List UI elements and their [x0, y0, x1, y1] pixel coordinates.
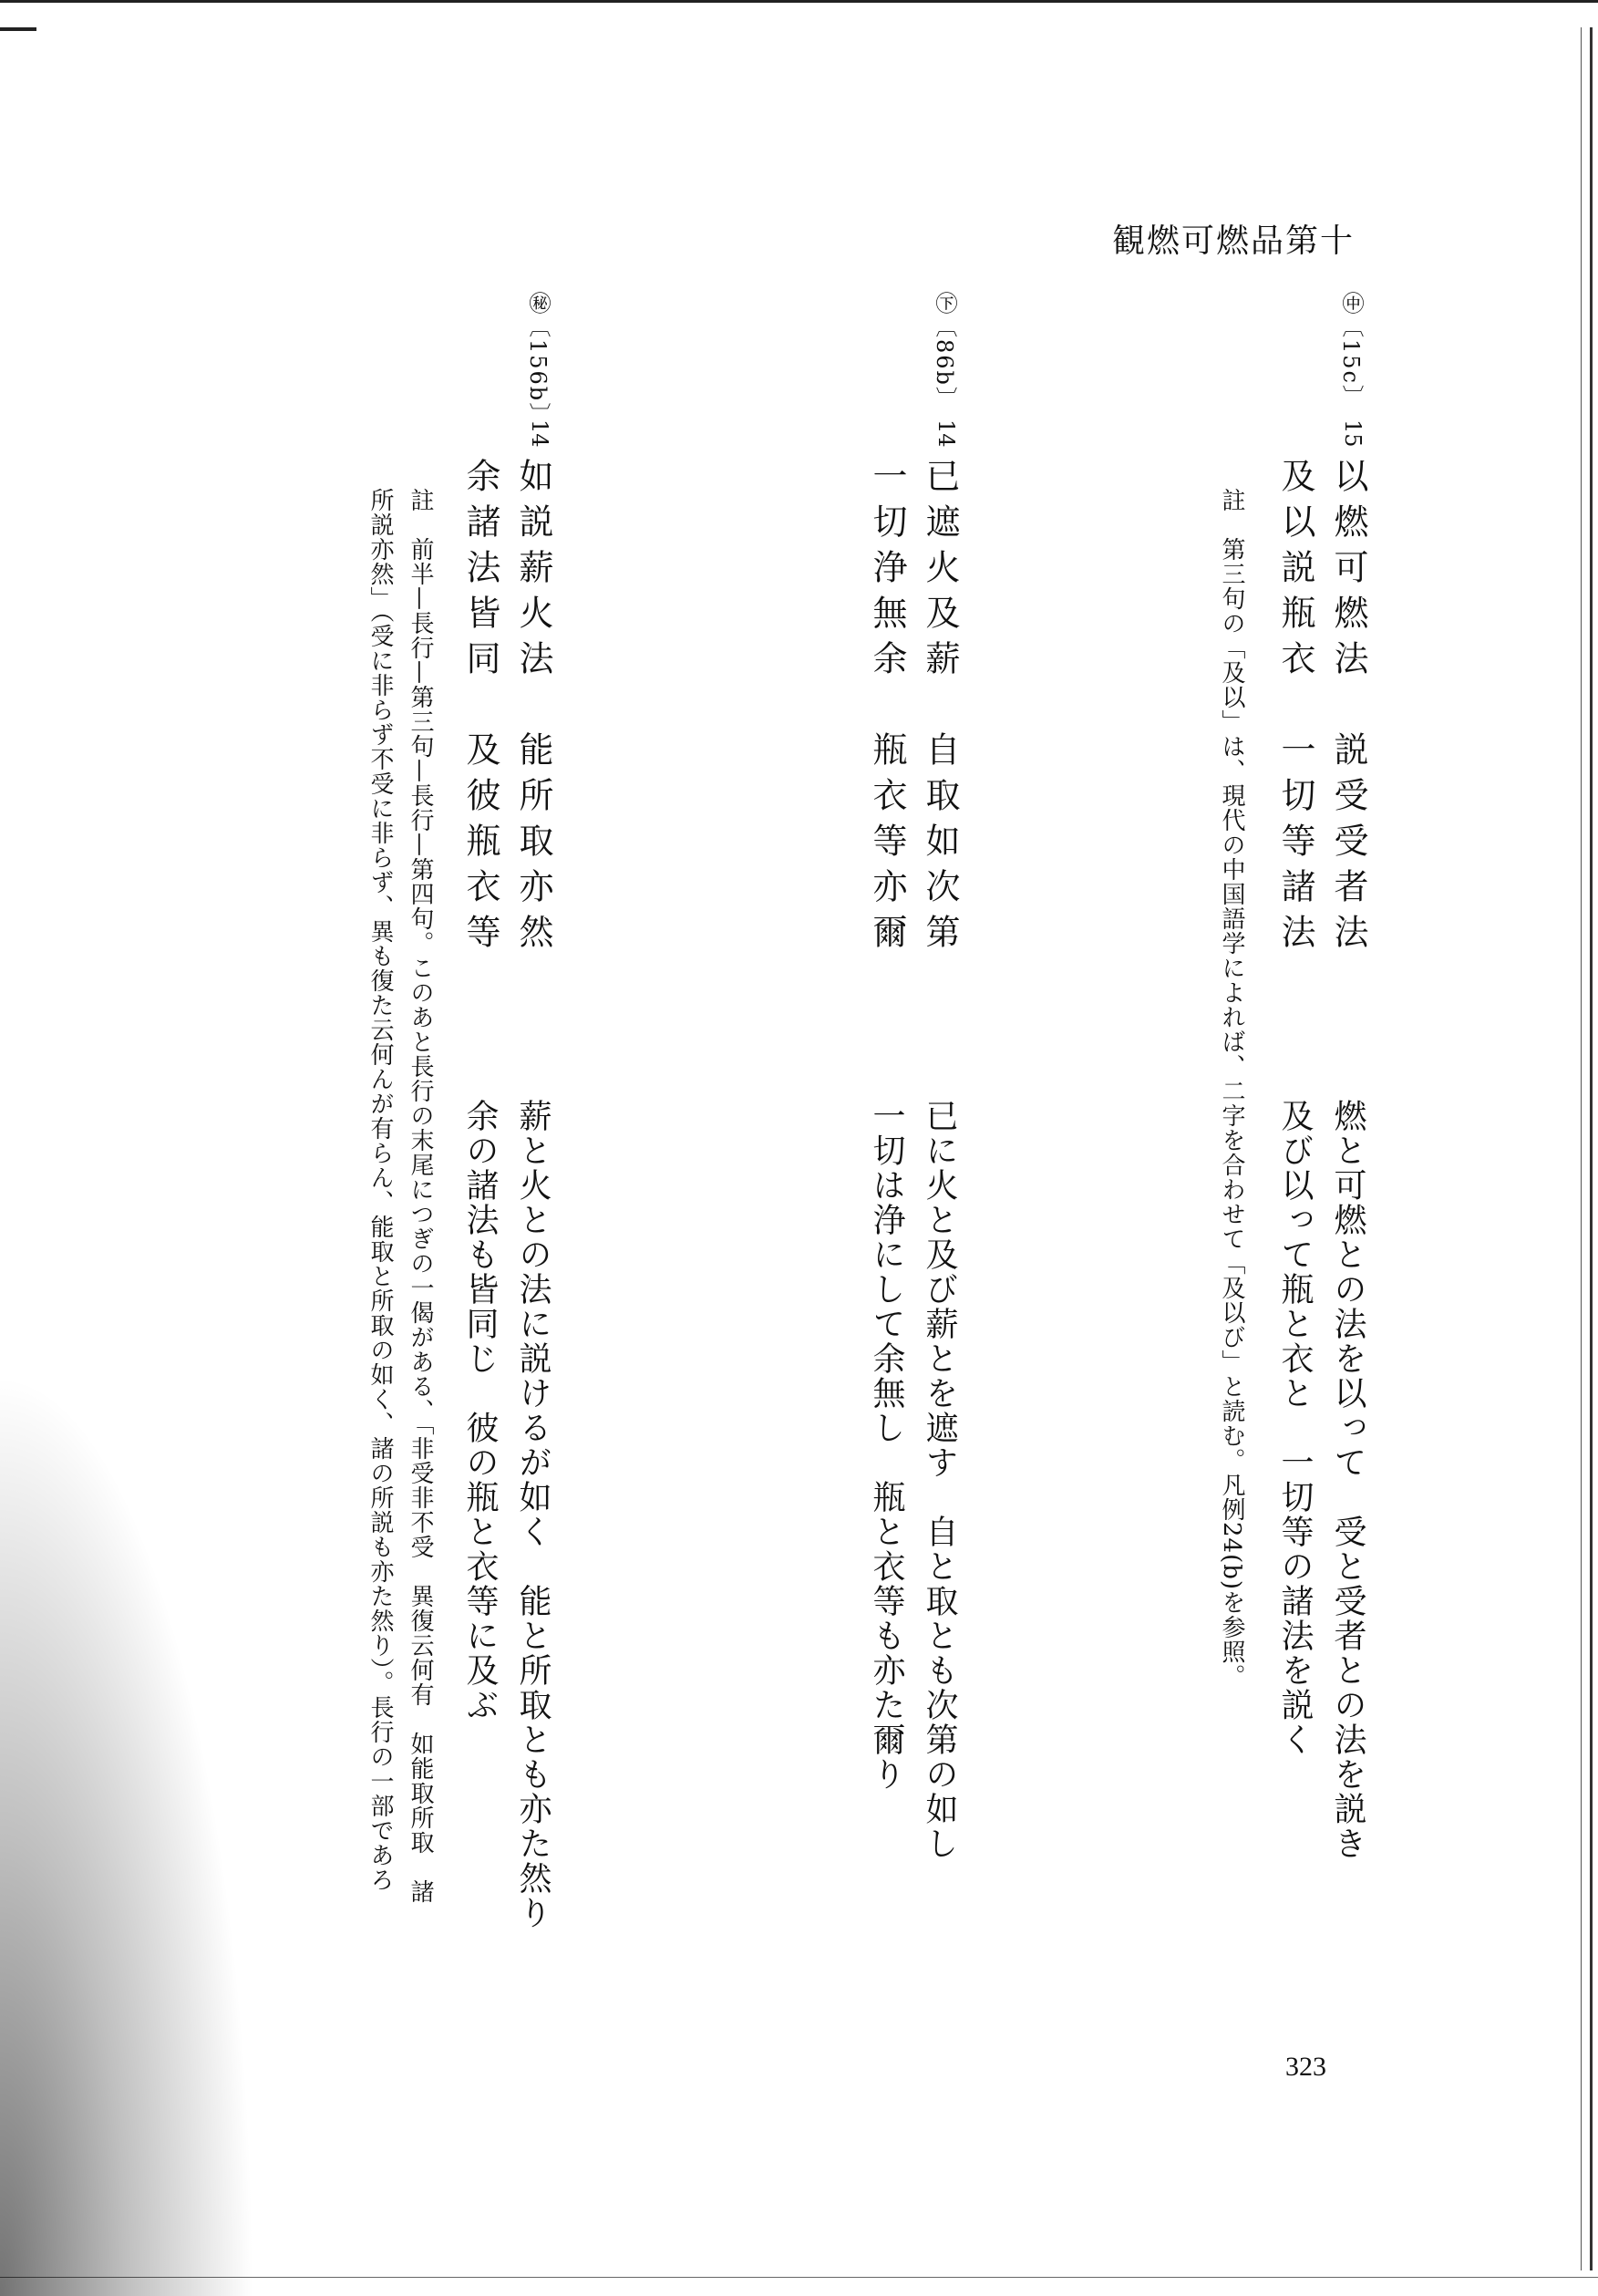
section-1-reference: ㊥〔15c〕	[1338, 292, 1364, 409]
section-1-verse-line-2: 及以説瓶衣 一切等諸法	[1275, 458, 1315, 959]
section-1-reading-line-1: 燃と可燃との法を以って 受と受者との法を説き	[1329, 1099, 1366, 1861]
page-number: 323	[1285, 2052, 1326, 2082]
section-3-note-line-1: 註 前半—長行—第三句—長行—第四句。このあと長行の末尾につぎの一偈がある、「非受非不受 異復云何有 如能取所取 諸	[407, 488, 434, 1904]
section-2-reference: ㊦〔86b〕	[932, 292, 957, 410]
section-2-verse-number: 14	[933, 419, 959, 448]
section-1-note: 註 第三句の「及以」は、現代の中国語学によれば、二字を合わせて「及以び」と読む。凡例24(b)を参照。	[1218, 488, 1245, 1690]
section-2-reading-line-2: 一切は浄にして余無し 瓶と衣等も亦た爾り	[868, 1099, 905, 1792]
section-2-verse-line-2: 一切浄無余 瓶衣等亦爾	[867, 458, 907, 959]
section-3-reading-line-2: 余の諸法も皆同じ 彼の瓶と衣等に及ぶ	[461, 1099, 499, 1722]
section-3-verse-line-1: 如説薪火法 能所取亦然	[513, 458, 553, 959]
scan-shadow	[0, 1368, 255, 2296]
scan-right-edge-inner	[1581, 27, 1582, 2270]
section-3-reading-line-1: 薪と火との法に説けるが如く 能と所取とも亦た然り	[514, 1099, 552, 1930]
section-1-verse-line-1: 以燃可燃法 説受受者法	[1328, 458, 1368, 959]
running-head: 観燃可燃品第十	[1112, 222, 1356, 260]
scan-right-edge	[1590, 27, 1593, 2270]
section-3-reference: ㊙〔156b〕	[525, 292, 551, 427]
scan-left-mark	[0, 27, 36, 31]
scan-top-edge	[0, 0, 1598, 3]
section-1-reading-line-2: 及び以って瓶と衣と 一切等の諸法を説く	[1276, 1099, 1314, 1757]
section-2-verse-line-1: 已遮火及薪 自取如次第	[920, 458, 960, 959]
section-1-verse-number: 15	[1340, 419, 1366, 448]
section-3-note-line-2: 所説亦然」（受に非らず不受に非らず、異も復た云何んが有らん、能取と所取の如く、諸の所説も亦た然り）。長行の一部であろ	[366, 488, 394, 1892]
section-2-reading-line-1: 已に火と及び薪とを遮す 自と取とも次第の如し	[921, 1099, 958, 1861]
section-3-verse-number: 14	[527, 419, 552, 448]
section-3-verse-line-2: 余諸法皆同 及彼瓶衣等	[460, 458, 500, 959]
